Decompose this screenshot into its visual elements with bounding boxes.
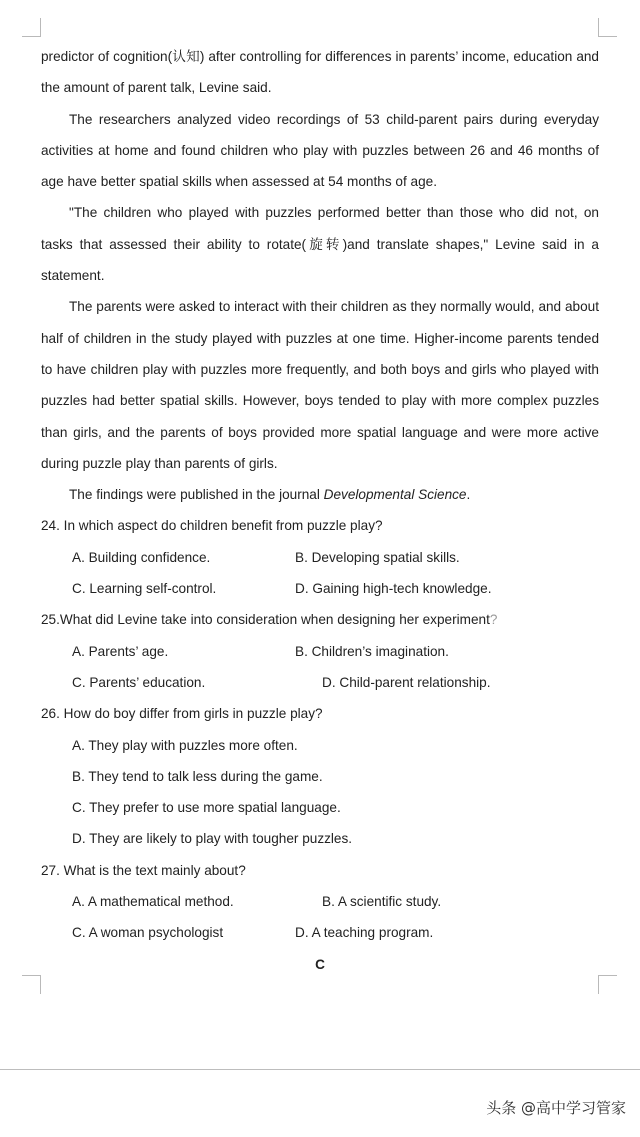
- page-corner-mark: [598, 975, 617, 994]
- section-label: C: [315, 956, 325, 972]
- page-corner-mark: [22, 975, 41, 994]
- option-d: D. Child-parent relationship.: [322, 674, 491, 690]
- question-mark: ?: [489, 612, 498, 628]
- journal-name: Developmental Science: [323, 487, 467, 503]
- options-row: [41, 667, 599, 698]
- options-row: [41, 917, 599, 948]
- question-stem-text: 25.What did Levine take into consideration when designing her experiment: [41, 612, 490, 628]
- option-d: D. They are likely to play with tougher puzzles.: [72, 831, 353, 847]
- options-row: [41, 573, 599, 604]
- paragraph-text: The findings were published in the journal: [69, 487, 324, 503]
- option-d: D. Gaining high-tech knowledge.: [295, 581, 492, 597]
- paragraph: [41, 479, 599, 510]
- option-a: A. A mathematical method.: [72, 894, 234, 910]
- options-row: [41, 636, 599, 667]
- option-c: C. Parents’ education.: [72, 674, 206, 690]
- option-c: C. A woman psychologist: [72, 925, 224, 941]
- option-b: B. Children’s imagination.: [295, 643, 449, 659]
- paragraph: "The children who played with puzzles performed better than those who did not, on tasks that assessed their ability to rotate(旋转)and translate shapes," Levine said in a statement.: [41, 205, 599, 284]
- option-c: C. Learning self-control.: [72, 581, 217, 597]
- options-row: [41, 886, 599, 917]
- question-stem: 27. What is the text mainly about?: [41, 862, 246, 878]
- option-b: B. A scientific study.: [322, 894, 442, 910]
- option-a: A. Parents’ age.: [72, 643, 169, 659]
- watermark: 头条 @高中学习管家: [486, 1099, 626, 1117]
- paragraph: The parents were asked to interact with their children as they normally would, and about half of children in the study played with puzzles at one time. Higher-income parents tended to have children play with puzzles more frequently, and both boys and girls who played with puzzles had better spatial skills. However, boys tended to play with more complex puzzles than girls, and the parents of boys provided more spatial language and were more active during puzzle play than parents of girls.: [41, 299, 599, 471]
- paragraph: The researchers analyzed video recordings of 53 child-parent pairs during everyday activities at home and found children who play with puzzles between 26 and 46 months of age have better spatial skills when assessed at 54 months of age.: [41, 111, 599, 190]
- question-stem: [41, 604, 599, 635]
- options-row: [41, 542, 599, 573]
- option-b: B. Developing spatial skills.: [295, 549, 460, 565]
- page-corner-mark: [22, 18, 41, 37]
- option-c: C. They prefer to use more spatial language.: [72, 800, 341, 816]
- option-d: D. A teaching program.: [295, 925, 434, 941]
- page-corner-mark: [598, 18, 617, 37]
- paragraph: predictor of cognition(认知) after controlling for differences in parents’ income, education and the amount of parent talk, Levine said.: [41, 49, 599, 96]
- paragraph-text: .: [466, 487, 471, 503]
- option-b: B. They tend to talk less during the game.: [72, 768, 323, 784]
- divider: [0, 1069, 640, 1070]
- option-a: A. Building confidence.: [72, 549, 211, 565]
- question-stem: 24. In which aspect do children benefit from puzzle play?: [41, 518, 383, 534]
- option-a: A. They play with puzzles more often.: [72, 737, 298, 753]
- document-body: [41, 41, 599, 980]
- question-stem: 26. How do boy differ from girls in puzzle play?: [41, 706, 323, 722]
